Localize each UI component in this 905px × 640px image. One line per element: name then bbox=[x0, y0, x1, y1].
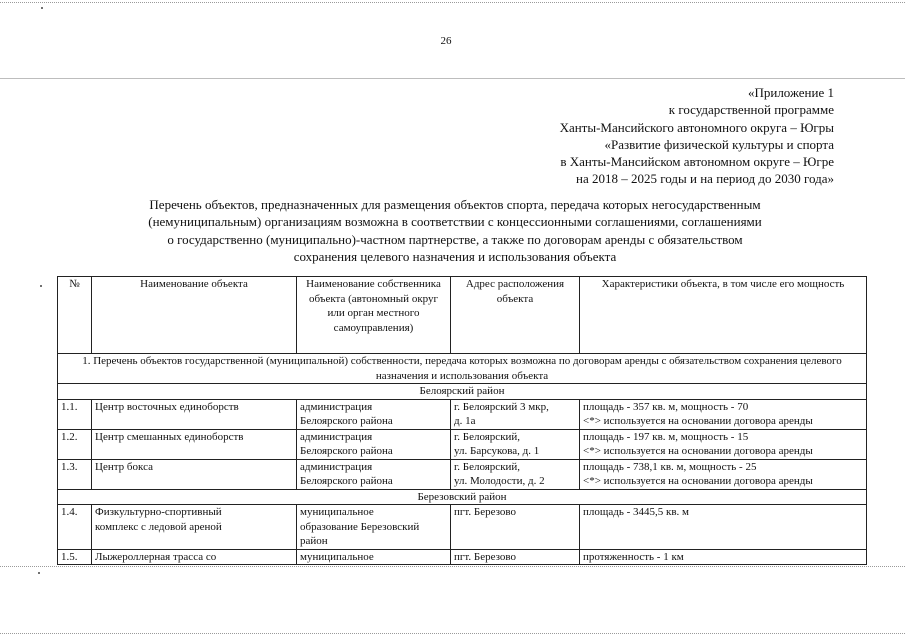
row-address: г. Белоярский 3 мкр, д. 1а bbox=[451, 399, 580, 429]
row-num: 1.3. bbox=[58, 459, 92, 489]
objects-table bbox=[57, 276, 867, 565]
header-characteristics: Характеристики объекта, в том числе его мощность bbox=[580, 277, 867, 354]
appendix-line: «Приложение 1 bbox=[747, 85, 834, 100]
page-number: 26 bbox=[440, 35, 452, 47]
region-row bbox=[58, 384, 867, 400]
row-owner: администрация Белоярского района bbox=[297, 399, 451, 429]
row-characteristics: площадь - 197 кв. м, мощность - 15 <*> используется на основании договора аренды bbox=[580, 429, 867, 459]
appendix-line: на 2018 – 2025 годы и на период до 2030 года» bbox=[576, 171, 834, 187]
row-num: 1.5. bbox=[58, 549, 92, 565]
row-owner: муниципальное bbox=[297, 549, 451, 565]
row-num: 1.4. bbox=[58, 505, 92, 550]
document-title bbox=[60, 196, 850, 266]
row-object-name: Центр бокса bbox=[92, 459, 297, 489]
row-characteristics: площадь - 738,1 кв. м, мощность - 25 <*> используется на основании договора аренды bbox=[580, 459, 867, 489]
row-object-name: Центр восточных единоборств bbox=[92, 399, 297, 429]
table-row bbox=[58, 399, 867, 429]
scan-speck bbox=[41, 7, 43, 9]
row-characteristics: протяженность - 1 км bbox=[580, 549, 867, 565]
region-belojarsky: Белоярский район bbox=[58, 384, 867, 400]
region-row bbox=[58, 489, 867, 505]
table-row bbox=[58, 505, 867, 550]
scan-speck bbox=[40, 285, 42, 287]
title-line: Перечень объектов, предназначенных для размещения объектов спорта, передача которых негосударственным bbox=[149, 197, 761, 212]
row-object-name: Лыжероллерная трасса со bbox=[92, 549, 297, 565]
title-line: о государственно (муниципально)-частном партнерстве, а также по договорам аренды с обязательством bbox=[167, 231, 743, 247]
row-num: 1.1. bbox=[58, 399, 92, 429]
scan-edge-bottom bbox=[0, 566, 905, 567]
header-address: Адрес расположения объекта bbox=[451, 277, 580, 354]
scan-edge-footer bbox=[0, 633, 905, 634]
title-line: сохранения целевого назначения и использования объекта bbox=[293, 249, 617, 265]
appendix-header bbox=[560, 84, 834, 188]
row-object-name: Физкультурно-спортивный комплекс с ледовой ареной bbox=[92, 505, 297, 550]
appendix-line: в Ханты-Мансийском автономном округе – Югре bbox=[560, 154, 834, 170]
row-num: 1.2. bbox=[58, 429, 92, 459]
section-title: 1. Перечень объектов государственной (муниципальной) собственности, передача которых возможна по договорам аренды с обязательством сохранения целевого назначения и использования объекта bbox=[58, 354, 867, 384]
row-address: пгт. Березово bbox=[451, 549, 580, 565]
appendix-line: к государственной программе bbox=[668, 102, 834, 118]
title-line: (немуниципальным) организациям возможна в соответствии с концессионными соглашениями, соглашениями bbox=[148, 214, 762, 230]
row-characteristics: площадь - 3445,5 кв. м bbox=[580, 505, 867, 550]
row-address: г. Белоярский, ул. Молодости, д. 2 bbox=[451, 459, 580, 489]
header-num: № bbox=[58, 277, 92, 354]
section-row bbox=[58, 354, 867, 384]
appendix-line: «Развитие физической культуры и спорта bbox=[604, 136, 834, 152]
header-object-name: Наименование объекта bbox=[92, 277, 297, 354]
table-row bbox=[58, 429, 867, 459]
row-address: г. Белоярский, ул. Барсукова, д. 1 bbox=[451, 429, 580, 459]
row-characteristics: площадь - 357 кв. м, мощность - 70 <*> используется на основании договора аренды bbox=[580, 399, 867, 429]
scan-edge-top bbox=[0, 2, 905, 3]
row-owner: администрация Белоярского района bbox=[297, 429, 451, 459]
row-object-name: Центр смешанных единоборств bbox=[92, 429, 297, 459]
scan-speck bbox=[38, 572, 40, 574]
row-address: пгт. Березово bbox=[451, 505, 580, 550]
table-row bbox=[58, 549, 867, 565]
header-owner: Наименование собственника объекта (автономный округ или орган местного самоуправления) bbox=[297, 277, 451, 354]
table-row bbox=[58, 459, 867, 489]
row-owner: муниципальное образование Березовский район bbox=[297, 505, 451, 550]
appendix-line: Ханты-Мансийского автономного округа – Югры bbox=[559, 119, 834, 135]
row-owner: администрация Белоярского района bbox=[297, 459, 451, 489]
table-header-row bbox=[58, 277, 867, 354]
region-berezovsky: Березовский район bbox=[58, 489, 867, 505]
scan-fold-line bbox=[0, 78, 905, 79]
